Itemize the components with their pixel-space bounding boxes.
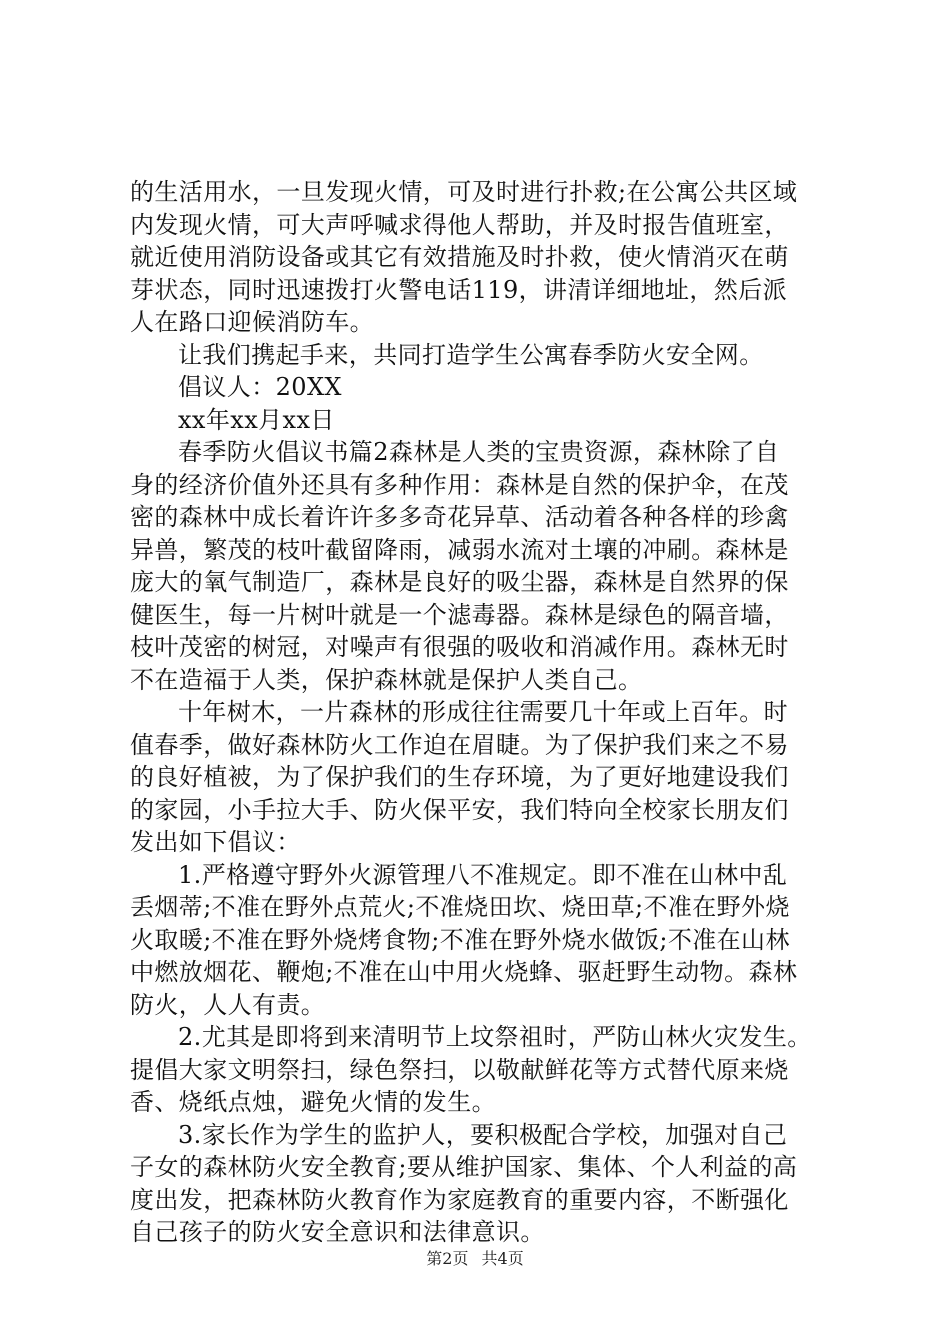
text-line: 提倡大家文明祭扫，绿色祭扫，以敬献鲜花等方式替代原来烧 xyxy=(130,1055,789,1084)
text-line: 丢烟蒂;不准在野外点荒火;不准烧田坎、烧田草;不准在野外烧 xyxy=(130,893,790,921)
document-body xyxy=(130,176,830,1249)
page-footer xyxy=(0,1246,950,1269)
text-line: 异兽，繁茂的枝叶截留降雨，减弱水流对土壤的冲刷。森林是 xyxy=(130,535,789,564)
text-line: 的良好植被，为了保护我们的生存环境，为了更好地建设我们 xyxy=(130,763,789,791)
text-line: 健医生，每一片树叶就是一个滤毒器。森林是绿色的隔音墙， xyxy=(130,600,789,629)
text-line: 的家园，小手拉大手、防火保平安，我们特向全校家长朋友们 xyxy=(130,795,789,824)
page-total: 共4页 xyxy=(481,1249,524,1268)
text-line: 1.严格遵守野外火源管理八不准规定。即不准在山林中乱 xyxy=(178,860,788,889)
text-line: 身的经济价值外还具有多种作用：森林是自然的保护伞，在茂 xyxy=(130,470,789,499)
text-line: 春季防火倡议书篇2森林是人类的宝贵资源，森林除了自 xyxy=(178,438,780,466)
text-line: 倡议人：20XX xyxy=(178,373,342,401)
text-line: 庞大的氧气制造厂，森林是良好的吸尘器，森林是自然界的保 xyxy=(130,568,789,596)
text-line: 中燃放烟花、鞭炮;不准在山中用火烧蜂、驱赶野生动物。森林 xyxy=(130,958,798,986)
text-line: 内发现火情，可大声呼喊求得他人帮助，并及时报告值班室， xyxy=(130,210,789,239)
text-line: 值春季，做好森林防火工作迫在眉睫。为了保护我们来之不易 xyxy=(130,730,789,759)
text-line: 发出如下倡议： xyxy=(130,828,301,856)
text-line: 3.家长作为学生的监护人，要积极配合学校，加强对自己 xyxy=(178,1120,788,1149)
text-line: 人在路口迎候消防车。 xyxy=(130,308,374,336)
text-line: 芽状态，同时迅速拨打火警电话119，讲清详细地址，然后派 xyxy=(130,275,788,304)
text-line: 密的森林中成长着许许多多奇花异草、活动着各种各样的珍禽 xyxy=(130,503,789,531)
text-line: 自己孩子的防火安全意识和法律意识。 xyxy=(130,1218,545,1246)
text-line: 2.尤其是即将到来清明节上坟祭祖时，严防山林火灾发生。 xyxy=(178,1023,812,1051)
text-line: 枝叶茂密的树冠，对噪声有很强的吸收和消减作用。森林无时 xyxy=(130,633,789,661)
text-line: 的生活用水，一旦发现火情，可及时进行扑救;在公寓公共区域 xyxy=(130,178,798,206)
page-number: 第2页 xyxy=(426,1249,469,1268)
text-line: xx年xx月xx日 xyxy=(178,405,335,434)
text-line: 不在造福于人类，保护森林就是保护人类自己。 xyxy=(130,665,643,694)
text-line: 子女的森林防火安全教育;要从维护国家、集体、个人利益的高 xyxy=(130,1153,798,1181)
text-line: 度出发，把森林防火教育作为家庭教育的重要内容，不断强化 xyxy=(130,1185,789,1214)
text-line: 十年树木，一片森林的形成往往需要几十年或上百年。时 xyxy=(178,698,788,726)
text-line: 火取暖;不准在野外烧烤食物;不准在野外烧水做饭;不准在山林 xyxy=(130,925,790,954)
text-line: 防火，人人有责。 xyxy=(130,990,326,1019)
text-line: 香、烧纸点烛，避免火情的发生。 xyxy=(130,1088,496,1116)
text-line: 就近使用消防设备或其它有效措施及时扑救，使火情消灭在萌 xyxy=(130,243,789,271)
text-line: 让我们携起手来，共同打造学生公寓春季防火安全网。 xyxy=(178,340,764,369)
